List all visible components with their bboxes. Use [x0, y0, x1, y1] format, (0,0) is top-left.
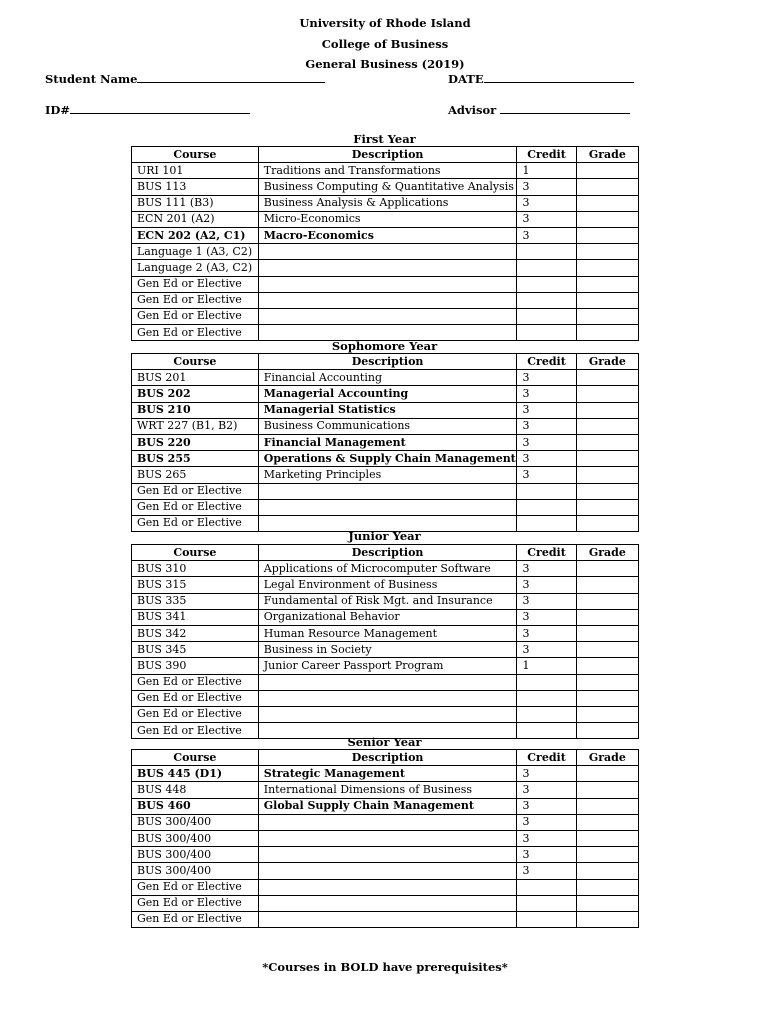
column-header-grade: Grade — [576, 750, 638, 766]
table-row — [132, 434, 639, 450]
column-header-description: Description — [258, 147, 517, 163]
description-cell: Global Supply Chain Management — [258, 798, 517, 814]
course-cell: BUS 255 — [132, 451, 259, 467]
grade-cell[interactable] — [576, 308, 638, 324]
description-cell: Business Communications — [258, 418, 517, 434]
student-name-line[interactable] — [137, 73, 325, 83]
grade-cell[interactable] — [576, 499, 638, 515]
description-cell — [258, 483, 517, 499]
table-row — [132, 863, 639, 879]
credit-cell — [517, 308, 576, 324]
credit-cell — [517, 260, 576, 276]
credit-cell: 3 — [517, 370, 576, 386]
table-row — [132, 195, 639, 211]
table-row — [132, 706, 639, 722]
table-row — [132, 814, 639, 830]
table-row — [132, 386, 639, 402]
grade-cell[interactable] — [576, 766, 638, 782]
course-cell: BUS 210 — [132, 402, 259, 418]
grade-cell[interactable] — [576, 895, 638, 911]
table-row — [132, 561, 639, 577]
table-header-row — [132, 354, 639, 370]
course-cell: Gen Ed or Elective — [132, 706, 259, 722]
credit-cell: 3 — [517, 625, 576, 641]
course-cell: Gen Ed or Elective — [132, 879, 259, 895]
column-header-credit: Credit — [517, 750, 576, 766]
grade-cell[interactable] — [576, 642, 638, 658]
course-cell: BUS 345 — [132, 642, 259, 658]
table-row — [132, 276, 639, 292]
credit-cell: 3 — [517, 451, 576, 467]
grade-cell[interactable] — [576, 609, 638, 625]
credit-cell: 3 — [517, 830, 576, 846]
course-cell: Gen Ed or Elective — [132, 483, 259, 499]
table-row — [132, 451, 639, 467]
sophomore-year-table — [131, 353, 639, 532]
description-cell: Business Analysis & Applications — [258, 195, 517, 211]
course-cell: BUS 201 — [132, 370, 259, 386]
grade-cell[interactable] — [576, 830, 638, 846]
course-cell: ECN 202 (A2, C1) — [132, 227, 259, 243]
grade-cell[interactable] — [576, 467, 638, 483]
table-row — [132, 244, 639, 260]
grade-cell[interactable] — [576, 451, 638, 467]
credit-cell — [517, 499, 576, 515]
credit-cell — [517, 674, 576, 690]
description-cell — [258, 814, 517, 830]
student-name-label: Student Name — [45, 72, 138, 86]
advisor-field[interactable] — [448, 103, 630, 117]
description-cell: Applications of Microcomputer Software — [258, 561, 517, 577]
description-cell — [258, 863, 517, 879]
credit-cell: 3 — [517, 227, 576, 243]
course-cell: BUS 202 — [132, 386, 259, 402]
course-cell: BUS 341 — [132, 609, 259, 625]
course-cell: BUS 300/400 — [132, 863, 259, 879]
grade-cell[interactable] — [576, 847, 638, 863]
course-cell: BUS 460 — [132, 798, 259, 814]
credit-cell: 3 — [517, 642, 576, 658]
credit-cell — [517, 690, 576, 706]
grade-cell[interactable] — [576, 690, 638, 706]
table-row — [132, 911, 639, 927]
credit-cell — [517, 483, 576, 499]
column-header-grade: Grade — [576, 545, 638, 561]
id-label: ID# — [45, 103, 70, 117]
column-header-course: Course — [132, 354, 259, 370]
grade-cell[interactable] — [576, 577, 638, 593]
description-cell — [258, 706, 517, 722]
course-cell: Gen Ed or Elective — [132, 911, 259, 927]
university-title: University of Rhode Island — [299, 16, 471, 30]
course-cell: Gen Ed or Elective — [132, 515, 259, 531]
grade-cell[interactable] — [576, 276, 638, 292]
course-cell: ECN 201 (A2) — [132, 211, 259, 227]
description-cell — [258, 847, 517, 863]
table-row — [132, 690, 639, 706]
table-row — [132, 766, 639, 782]
id-field[interactable] — [45, 103, 250, 117]
description-cell: Managerial Statistics — [258, 402, 517, 418]
table-row — [132, 483, 639, 499]
credit-cell: 3 — [517, 418, 576, 434]
column-header-credit: Credit — [517, 147, 576, 163]
course-cell: Language 1 (A3, C2) — [132, 244, 259, 260]
description-cell — [258, 292, 517, 308]
grade-cell[interactable] — [576, 292, 638, 308]
credit-cell: 3 — [517, 782, 576, 798]
table-row — [132, 625, 639, 641]
credit-cell: 3 — [517, 798, 576, 814]
table-header-row — [132, 750, 639, 766]
table-row — [132, 577, 639, 593]
description-cell — [258, 895, 517, 911]
description-cell — [258, 276, 517, 292]
table-row — [132, 370, 639, 386]
table-row — [132, 658, 639, 674]
table-header-row — [132, 545, 639, 561]
credit-cell: 3 — [517, 386, 576, 402]
grade-cell[interactable] — [576, 782, 638, 798]
grade-cell[interactable] — [576, 195, 638, 211]
credit-cell: 3 — [517, 434, 576, 450]
course-cell: Gen Ed or Elective — [132, 895, 259, 911]
table-row — [132, 798, 639, 814]
course-cell: Gen Ed or Elective — [132, 276, 259, 292]
credit-cell: 3 — [517, 402, 576, 418]
grade-cell[interactable] — [576, 418, 638, 434]
table-row — [132, 467, 639, 483]
sophomore-year-title: Sophomore Year — [331, 339, 438, 353]
column-header-description: Description — [258, 354, 517, 370]
first-year-title: First Year — [353, 132, 416, 146]
credit-cell — [517, 895, 576, 911]
credit-cell: 1 — [517, 163, 576, 179]
column-header-grade: Grade — [576, 354, 638, 370]
course-cell: BUS 300/400 — [132, 814, 259, 830]
course-cell: BUS 310 — [132, 561, 259, 577]
description-cell — [258, 879, 517, 895]
table-row — [132, 418, 639, 434]
course-cell: BUS 448 — [132, 782, 259, 798]
course-cell: Gen Ed or Elective — [132, 499, 259, 515]
credit-cell: 3 — [517, 211, 576, 227]
description-cell — [258, 244, 517, 260]
advisor-label: Advisor — [448, 103, 497, 117]
grade-cell[interactable] — [576, 911, 638, 927]
column-header-grade: Grade — [576, 147, 638, 163]
grade-cell[interactable] — [576, 227, 638, 243]
table-row — [132, 642, 639, 658]
table-row — [132, 593, 639, 609]
table-row — [132, 782, 639, 798]
credit-cell: 3 — [517, 179, 576, 195]
junior-year-title: Junior Year — [348, 529, 421, 543]
description-cell: Financial Accounting — [258, 370, 517, 386]
course-cell: BUS 300/400 — [132, 830, 259, 846]
credit-cell: 3 — [517, 195, 576, 211]
table-row — [132, 402, 639, 418]
description-cell: Micro-Economics — [258, 211, 517, 227]
table-row — [132, 211, 639, 227]
grade-cell[interactable] — [576, 260, 638, 276]
course-cell: BUS 342 — [132, 625, 259, 641]
course-cell: BUS 335 — [132, 593, 259, 609]
course-cell: URI 101 — [132, 163, 259, 179]
description-cell — [258, 674, 517, 690]
credit-cell — [517, 911, 576, 927]
senior-year-title: Senior Year — [347, 735, 422, 749]
description-cell: Operations & Supply Chain Management — [258, 451, 517, 467]
column-header-credit: Credit — [517, 354, 576, 370]
description-cell: Legal Environment of Business — [258, 577, 517, 593]
table-row — [132, 847, 639, 863]
grade-cell[interactable] — [576, 706, 638, 722]
table-row — [132, 830, 639, 846]
course-cell: Gen Ed or Elective — [132, 723, 259, 739]
grade-cell[interactable] — [576, 483, 638, 499]
course-cell: Gen Ed or Elective — [132, 308, 259, 324]
prerequisite-note: *Courses in BOLD have prerequisites* — [262, 960, 508, 974]
course-cell: Gen Ed or Elective — [132, 674, 259, 690]
description-cell: Strategic Management — [258, 766, 517, 782]
grade-cell[interactable] — [576, 814, 638, 830]
course-cell: BUS 113 — [132, 179, 259, 195]
course-cell: Gen Ed or Elective — [132, 292, 259, 308]
description-cell — [258, 690, 517, 706]
credit-cell: 3 — [517, 847, 576, 863]
course-cell: Language 2 (A3, C2) — [132, 260, 259, 276]
grade-cell[interactable] — [576, 244, 638, 260]
course-cell: Gen Ed or Elective — [132, 325, 259, 341]
credit-cell — [517, 276, 576, 292]
grade-cell[interactable] — [576, 179, 638, 195]
description-cell: Business Computing & Quantitative Analysis — [258, 179, 517, 195]
column-header-description: Description — [258, 750, 517, 766]
credit-cell: 3 — [517, 593, 576, 609]
credit-cell: 3 — [517, 814, 576, 830]
grade-cell[interactable] — [576, 434, 638, 450]
student-name-field[interactable] — [45, 72, 325, 86]
description-cell: Financial Management — [258, 434, 517, 450]
course-cell: BUS 445 (D1) — [132, 766, 259, 782]
grade-cell[interactable] — [576, 863, 638, 879]
course-cell: BUS 265 — [132, 467, 259, 483]
college-title: College of Business — [321, 37, 449, 51]
credit-cell: 3 — [517, 609, 576, 625]
grade-cell[interactable] — [576, 674, 638, 690]
course-cell: BUS 315 — [132, 577, 259, 593]
description-cell: Organizational Behavior — [258, 609, 517, 625]
table-row — [132, 163, 639, 179]
description-cell — [258, 911, 517, 927]
credit-cell — [517, 706, 576, 722]
grade-cell[interactable] — [576, 879, 638, 895]
grade-cell[interactable] — [576, 386, 638, 402]
grade-cell[interactable] — [576, 370, 638, 386]
table-row — [132, 879, 639, 895]
grade-cell[interactable] — [576, 211, 638, 227]
table-row — [132, 179, 639, 195]
description-cell — [258, 260, 517, 276]
junior-year-table — [131, 544, 639, 739]
credit-cell: 3 — [517, 561, 576, 577]
grade-cell[interactable] — [576, 163, 638, 179]
table-row — [132, 292, 639, 308]
table-row — [132, 499, 639, 515]
table-row — [132, 895, 639, 911]
description-cell: Marketing Principles — [258, 467, 517, 483]
credit-cell: 3 — [517, 863, 576, 879]
date-label: DATE — [448, 72, 484, 86]
grade-cell[interactable] — [576, 402, 638, 418]
credit-cell: 1 — [517, 658, 576, 674]
description-cell: Traditions and Transformations — [258, 163, 517, 179]
credit-cell: 3 — [517, 766, 576, 782]
column-header-course: Course — [132, 147, 259, 163]
course-cell: Gen Ed or Elective — [132, 690, 259, 706]
grade-cell[interactable] — [576, 593, 638, 609]
column-header-description: Description — [258, 545, 517, 561]
description-cell: Human Resource Management — [258, 625, 517, 641]
description-cell — [258, 499, 517, 515]
table-row — [132, 308, 639, 324]
grade-cell[interactable] — [576, 561, 638, 577]
program-title: General Business (2019) — [305, 57, 465, 71]
description-cell — [258, 308, 517, 324]
description-cell: Managerial Accounting — [258, 386, 517, 402]
first-year-table — [131, 146, 639, 341]
credit-cell: 3 — [517, 467, 576, 483]
description-cell: Business in Society — [258, 642, 517, 658]
advisor-line[interactable] — [500, 104, 630, 114]
course-cell: BUS 220 — [132, 434, 259, 450]
table-row — [132, 609, 639, 625]
credit-cell — [517, 292, 576, 308]
column-header-course: Course — [132, 750, 259, 766]
description-cell: Fundamental of Risk Mgt. and Insurance — [258, 593, 517, 609]
senior-year-table — [131, 749, 639, 928]
date-line[interactable] — [484, 73, 634, 83]
credit-cell: 3 — [517, 577, 576, 593]
grade-cell[interactable] — [576, 658, 638, 674]
credit-cell — [517, 244, 576, 260]
grade-cell[interactable] — [576, 798, 638, 814]
table-row — [132, 260, 639, 276]
column-header-credit: Credit — [517, 545, 576, 561]
course-cell: WRT 227 (B1, B2) — [132, 418, 259, 434]
table-row — [132, 674, 639, 690]
course-cell: BUS 300/400 — [132, 847, 259, 863]
table-row — [132, 227, 639, 243]
grade-cell[interactable] — [576, 625, 638, 641]
table-header-row — [132, 147, 639, 163]
description-cell: International Dimensions of Business — [258, 782, 517, 798]
course-cell: BUS 390 — [132, 658, 259, 674]
date-field[interactable] — [448, 72, 634, 86]
description-cell: Junior Career Passport Program — [258, 658, 517, 674]
description-cell: Macro-Economics — [258, 227, 517, 243]
id-line[interactable] — [70, 104, 250, 114]
column-header-course: Course — [132, 545, 259, 561]
description-cell — [258, 830, 517, 846]
credit-cell — [517, 879, 576, 895]
course-cell: BUS 111 (B3) — [132, 195, 259, 211]
